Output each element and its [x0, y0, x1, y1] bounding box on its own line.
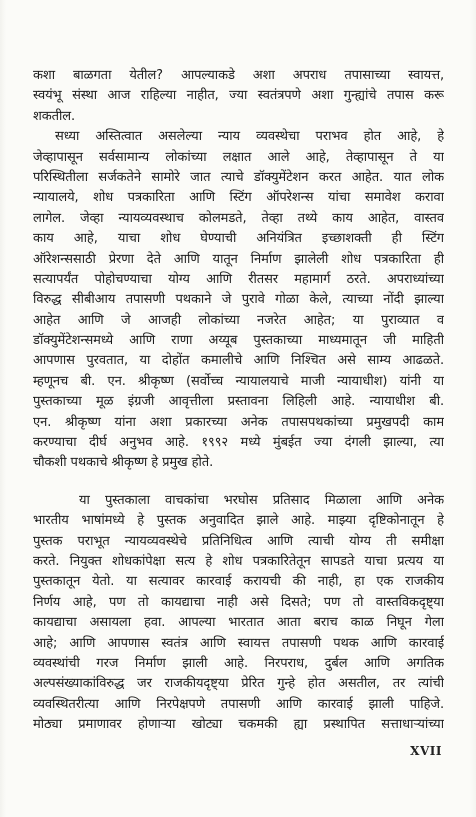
body-text [33, 66, 444, 736]
text-line: आहे; आणि आपणास स्वतंत्र आणि स्वायत्त तपासणी पथक आणि कारवाई [33, 635, 444, 651]
text-line: आहेत आणि जे आजही लोकांच्या नजरेत आहेत; या पुराव्यात व [33, 312, 444, 328]
text-line: सध्या अस्तित्वात असलेल्या न्याय व्यवस्थेचा पराभव होत आहे, हे [55, 129, 444, 145]
text-line: म्हणूनच बी. एन. श्रीकृष्ण (सर्वोच्च न्यायालयाचे माजी न्यायाधीश) यांनी या [33, 373, 444, 389]
text-line: कशा बाळगता येतील? आपल्याकडे अशा अपराध तपासाच्या स्वायत्त, [33, 68, 444, 83]
text-line: विरुद्ध सीबीआय तपासणी पथकाने जे पुरावे गोळा केले, त्याच्या नोंदी झाल्या [33, 292, 444, 308]
text-line: पुस्तकातून येतो. या सत्यावर कारवाई करायची की नाही, हा एक राजकीय [33, 574, 444, 590]
paragraph-1 [33, 66, 444, 127]
text-line: लागेल. जेव्हा न्यायव्यवस्थाच कोलमडते, तेव्हा तथ्ये काय आहेत, वास्तव [33, 210, 444, 226]
text-line: आपणास पुरवतात, या दोहोंत कमालीचे आणि निश्चित असे साम्य आढळते. [33, 353, 444, 369]
text-line: भारतीय भाषांमध्ये हे पुस्तक अनुवादित झाले आहे. माझ्या दृष्टिकोनातून हे [33, 513, 444, 529]
text-line: या पुस्तकाला वाचकांचा भरघोस प्रतिसाद मिळाला आणि अनेक [79, 492, 444, 508]
text-line: काय आहे, याचा शोध घेण्याची अनियंत्रित इच्छाशक्ती ही स्टिंग [33, 231, 444, 247]
text-line: मोठ्या प्रमाणावर होणाऱ्या खोट्या चकमकी ह्या प्रस्थापित सत्ताधाऱ्यांच्या [33, 717, 444, 733]
text-line: परिस्थितीला सर्जकतेने सामोरे जात त्याचे डॉक्युमेंटेशन करत आहेत. यात लोक [33, 169, 444, 185]
text-line: न्यायालये, शोध पत्रकारिता आणि स्टिंग ऑपरेशन्स यांचा समावेश करावा [33, 190, 444, 206]
text-line: पुस्तक पराभूत न्यायव्यवस्थेचे प्रतिनिधित्व आणि त्याची योग्य ती समीक्षा [33, 533, 444, 549]
text-line: व्यवस्थांची गरज निर्माण झाली आहे. निरपराध, दुर्बल आणि अगतिक [33, 655, 444, 671]
text-line: निर्णय आहे, पण तो कायद्याचा नाही असे दिसते; पण तो वास्तविकदृष्ट्या [33, 594, 444, 610]
text-line: करते. नियुक्त शोधकांपेक्षा सत्य हे शोध पत्रकारितेतून सापडते याचा प्रत्यय या [33, 553, 444, 569]
text-line: स्वयंभू संस्था आज राहिल्या नाहीत, ज्या स्वतंत्रपणे अशा गुन्ह्यांचे तपास करू [33, 88, 444, 104]
paragraph-2 [33, 127, 444, 474]
text-line: शकतील. [33, 108, 76, 124]
text-line: सत्यापर्यंत पोहोचण्याचा योग्य आणि रीतसर महामार्ग ठरते. अपराध्यांच्या [33, 271, 444, 287]
text-line: अल्पसंख्याकांविरुद्ध जर राजकीयदृष्ट्या प्रेरित गुन्हे होत असतील, तर त्यांची [33, 676, 444, 692]
text-line: कायद्याचा असायला हवा. आपल्या भारतात आता बराच काळ निघून गेला [33, 615, 444, 631]
text-line: करण्याचा दीर्घ अनुभव आहे. १९९२ मध्ये मुंबईत ज्या दंगली झाल्या, त्या [33, 435, 444, 451]
text-line: डॉक्युमेंटेशन्समध्ये आणि राणा अय्यूब पुस्तकाच्या माध्यमातून जी माहिती [33, 333, 444, 349]
text-line: ऑरेशन्ससाठी प्रेरणा देते आणि यातून निर्माण झालेली शोध पत्रकारिता ही [33, 251, 444, 267]
paragraph-gap [33, 474, 444, 491]
text-line: जेव्हापासून सर्वसामान्य लोकांच्या लक्षात आले आहे, तेव्हापासून ते या [33, 149, 444, 165]
text-line: एन. श्रीकृष्ण यांना अशा प्रकारच्या अनेक तपासपथकांच्या प्रमुखपदी काम [33, 414, 444, 430]
text-line: व्यवस्थितरीत्या आणि निरपेक्षपणे तपासणी आणि कारवाई झाली पाहिजे. [33, 696, 444, 712]
text-line: चौकशी पथकाचे श्रीकृष्ण हे प्रमुख होते. [33, 455, 214, 471]
paragraph-3 [33, 491, 444, 736]
text-line: पुस्तकाच्या मूळ इंग्रजी आवृत्तीला प्रस्तावना लिहिली आहे. न्यायाधीश बी. [33, 394, 444, 410]
page-number: XVII [410, 744, 442, 758]
